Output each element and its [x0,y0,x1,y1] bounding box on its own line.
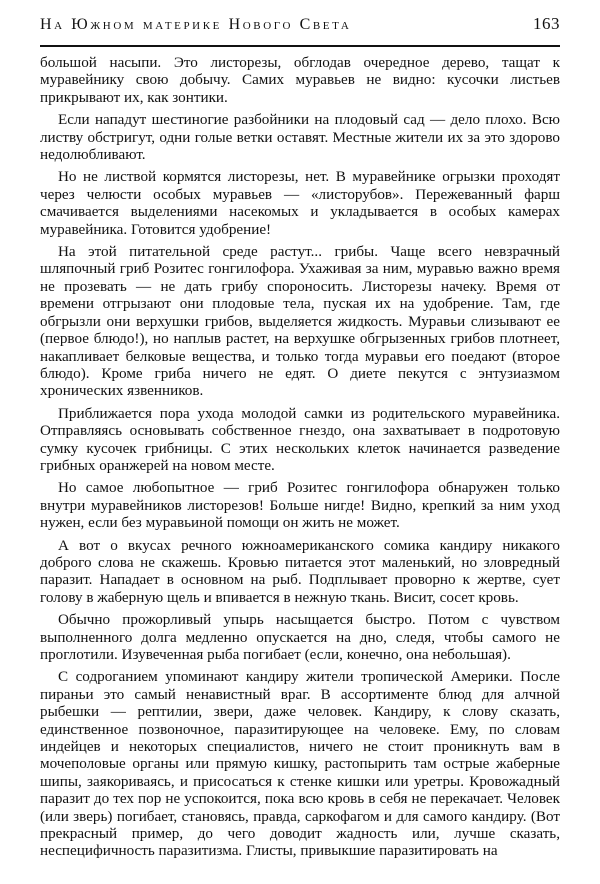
paragraph: Но не листвой кормятся листорезы, нет. В муравейнике огрызки проходят через челюсти особых муравьев — «листорубов». Пережеванный фарш смачивается выделениями насекомых и укладывается в особых камерах муравейника. Готовится удобрение! [40,168,560,238]
page-number: 163 [533,14,560,33]
body-text [40,54,560,860]
running-header [40,14,560,36]
paragraph: большой насыпи. Это листорезы, обглодав очередное дерево, тащат к муравейнику свою добычу. Самих муравьев не видно: кусочки листьев прикрывают их, как зонтики. [40,54,560,106]
paragraph: Если нападут шестиногие разбойники на плодовый сад — дело плохо. Всю листву обстригут, одни голые ветки оставят. Местные жители их за это здорово недолюбливают. [40,111,560,164]
paragraph: На этой питательной среде растут... грибы. Чаще всего невзрачный шляпочный гриб Розитес гонгилофора. Ухаживая за ним, муравью важно время не прозевать — не дать грибу спороносить. Листорезы начеку. Время от времени отгрызают они плодовые тела, пуская их на удобрение. Там, где обгрызли они верхушки грибов, выделяется жидкость. Муравьи слизывают ее (первое блюдо!), но наплыв растет, на верхушке обгрызенных грибов плотнеет, накапливает белковые вещества, и только тогда муравьи его поедают (второе блюдо). Кроме гриба ничего не едят. О диете пекутся с энтузиазмом хронических язвенников. [40,243,560,400]
header-rule [40,45,560,47]
chapter-title: На Южном материке Нового Света [40,16,352,33]
paragraph: А вот о вкусах речного южноамериканского сомика кандиру никакого доброго слова не скажешь. Кровью питается этот маленький, но зловредный паразит. Нападает в основном на рыб. Подплывает проворно к жертве, сует голову в жаберную щель и впивается в нежную ткань. Висит, сосет кровь. [40,536,560,606]
paragraph: Но самое любопытное — гриб Розитес гонгилофора обнаружен только внутри муравейников листорезов! Больше нигде! Видно, крепкий за ним уход нужен, если без муравьиной помощи он жить не может. [40,479,560,532]
paragraph: С содроганием упоминают кандиру жители тропической Америки. После пираньи это самый ненавистный враг. В ассортименте блюд для алчной рыбешки — рептилии, звери, даже человек. Кандиру, к слову сказать, единственное позвоночное, паразитирующее на человеке. Ему, по словам индейцев и некоторых специалистов, ничего не стоит проникнуть вам в мочеполовые органы или прямую кишку, растопырить там острые жаберные шипы, заякориваясь, и присосаться к стенке кишки или уретры. Кровожадный паразит до тех пор не успокоится, пока всю кровь в себя не перекачает. Человек (или зверь) погибает, становясь, правда, саркофагом и для самого кандиру. (Вот прекрасный пример, до чего доводит жадность или, лучше сказать, неспецифичность паразитизма. Глисты, привыкшие паразитировать на [40,668,560,860]
paragraph: Приближается пора ухода молодой самки из родительского муравейника. Отправляясь основывать собственное гнездо, она захватывает в подротовую сумку кусочек грибницы. С этих нескольких клеток начинается разведение грибных оранжерей на новом месте. [40,404,560,474]
paragraph: Обычно прожорливый упырь насыщается быстро. Потом с чувством выполненного долга медленно опускается на дно, следя, чтобы самого не проглотили. Изувеченная рыба погибает (если, конечно, она небольшая). [40,611,560,663]
